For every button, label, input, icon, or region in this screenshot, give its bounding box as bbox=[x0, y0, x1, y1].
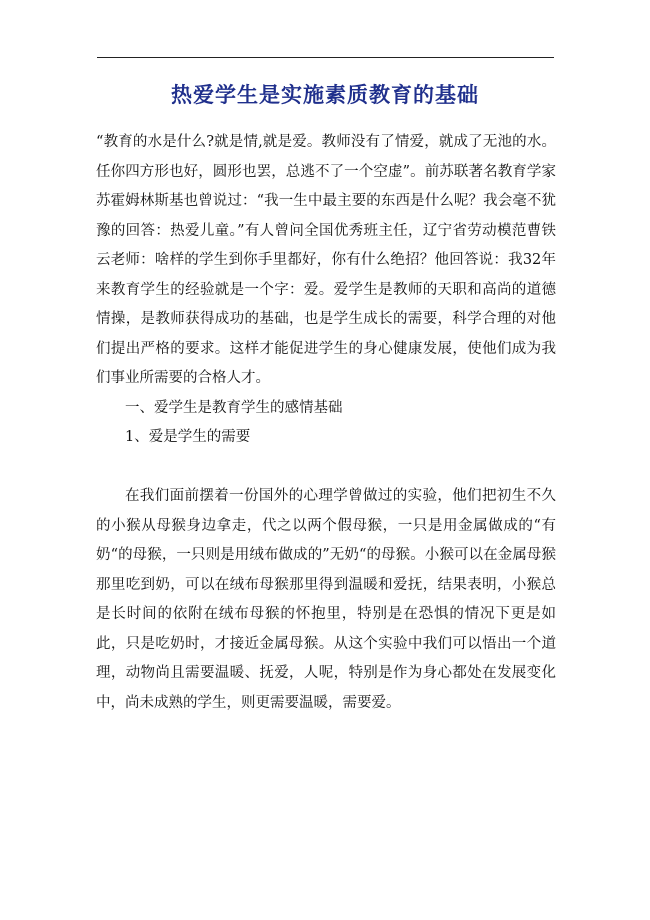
section-heading: 一、爱学生是教育学生的感情基础 bbox=[125, 399, 343, 416]
body-paragraph: 在我们面前摆着一份国外的心理学曾做过的实验，他们把初生不久的小猴从母猴身边拿走，代之以两个假母猴，一只是用金属做成的“有奶“的母猴，一只则是用绒布做成的”无奶“的母猴。小猴可以在金属母猴那里吃到奶，可以在绒布母猴那里得到温暖和爱抚，结果表明，小猴总是长时间的依附在绒布母猴的怀抱里，特别是在恐惧的情况下更是如此，只是吃奶时，才接近金属母猴。从这个实验中我们可以悟出一个道理，动物尚且需要温暖、抚爱，人呢，特别是作为身心都处在发展变化中，尚未成熟的学生，则更需要温暖，需要爱。 bbox=[96, 488, 556, 711]
document-body bbox=[96, 128, 556, 718]
intro-paragraph: “教育的水是什么?就是情,就是爱。教师没有了情爱，就成了无池的水。任你四方形也好，圆形也罢，总逃不了一个空虚”。前苏联著名教育学家苏霍姆林斯基也曾说过：“我一生中最主要的东西是什么呢？我会毫不犹豫的回答：热爱儿童。”有人曾问全国优秀班主任，辽宁省劳动模范曹铁云老师：啥样的学生到你手里都好，你有什么绝招？他回答说：我32年来教育学生的经验就是一个字：爱。爱学生是教师的天职和高尚的道德情操，是教师获得成功的基础，也是学生成长的需要，科学合理的对他们提出严格的要求。这样才能促进学生的身心健康发展，使他们成为我们事业所需要的合格人才。 bbox=[96, 134, 556, 386]
document-title: 热爱学生是实施素质教育的基础 bbox=[171, 83, 479, 107]
subsection-heading: 1、爱是学生的需要 bbox=[125, 429, 251, 445]
header-rule bbox=[97, 57, 554, 58]
